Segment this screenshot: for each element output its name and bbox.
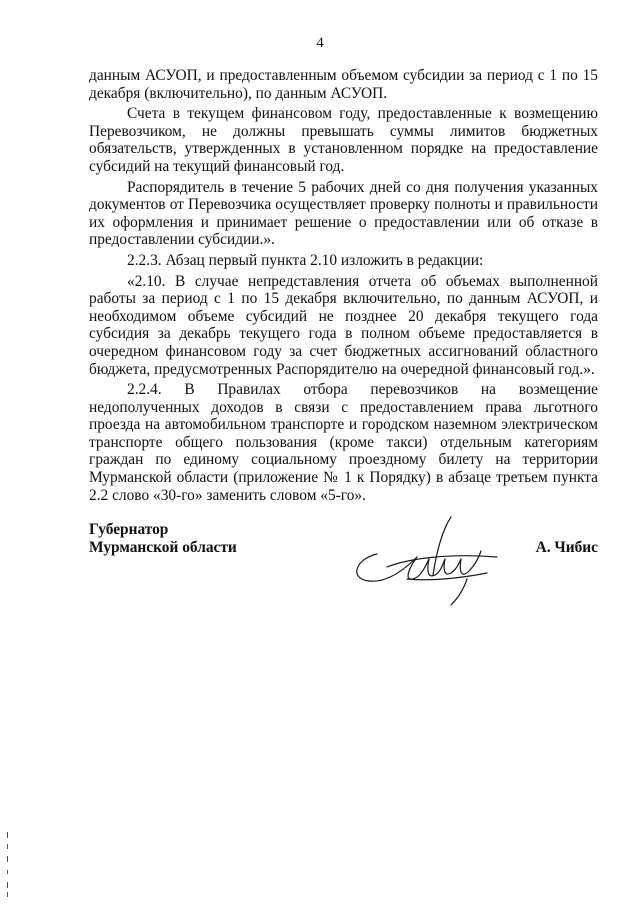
- margin-marks: [6, 830, 10, 900]
- paragraph-1: данным АСУОП, и предоставленным объемом субсидии за период с 1 по 15 декабря (включительно), по данным АСУОП.: [89, 67, 598, 102]
- document-body: [89, 67, 598, 507]
- paragraph-5: «2.10. В случае непредставления отчета об объемах выполненной работы за период с 1 по 15 декабря включительно, по данным АСУОП, и необходимом объеме субсидий не позднее 20 декабря текущего года субсидия за декабрь текущего года в полном объеме предоставляется в очередном финансовом году за счет бюджетных ассигнований областного бюджета, предусмотренных Распорядителю на очередной финансовый год.».: [89, 272, 598, 378]
- signature-block: [89, 521, 598, 611]
- signatory-title: [89, 521, 237, 557]
- signatory-title-line-1: Губернатор: [89, 521, 169, 538]
- signatory-title-line-2: Мурманской области: [89, 539, 237, 556]
- paragraph-2: Счета в текущем финансовом году, предоставленные к возмещению Перевозчиком, не должны превышать суммы лимитов бюджетных обязательств, утвержденных в установленном порядке на предоставление субсидий на текущий финансовый год.: [89, 105, 598, 175]
- page-number: 4: [316, 35, 324, 51]
- paragraph-4: 2.2.3. Абзац первый пункта 2.10 изложить в редакции:: [127, 251, 484, 269]
- paragraph-6: 2.2.4. В Правилах отбора перевозчиков на возмещение недополученных доходов в связи с предоставлением права льготного проезда на автомобильном транспорте и городском наземном электрическом транспорте общего пользования (кроме такси) отдельным категориям граждан по единому социальному проездному билету на территории Мурманской области (приложение № 1 к Порядку) в абзаце третьем пункта 2.2 слово «30-го» заменить словом «5-го».: [89, 381, 598, 504]
- handwritten-signature: [347, 509, 507, 609]
- signatory-name: А. Чибис: [535, 539, 598, 556]
- paragraph-3: Распорядитель в течение 5 рабочих дней со дня получения указанных документов от Перевозчика осуществляет проверку полноты и правильности их оформления и принимает решение о предоставлении или об отказе в предоставлении субсидии.».: [89, 178, 598, 249]
